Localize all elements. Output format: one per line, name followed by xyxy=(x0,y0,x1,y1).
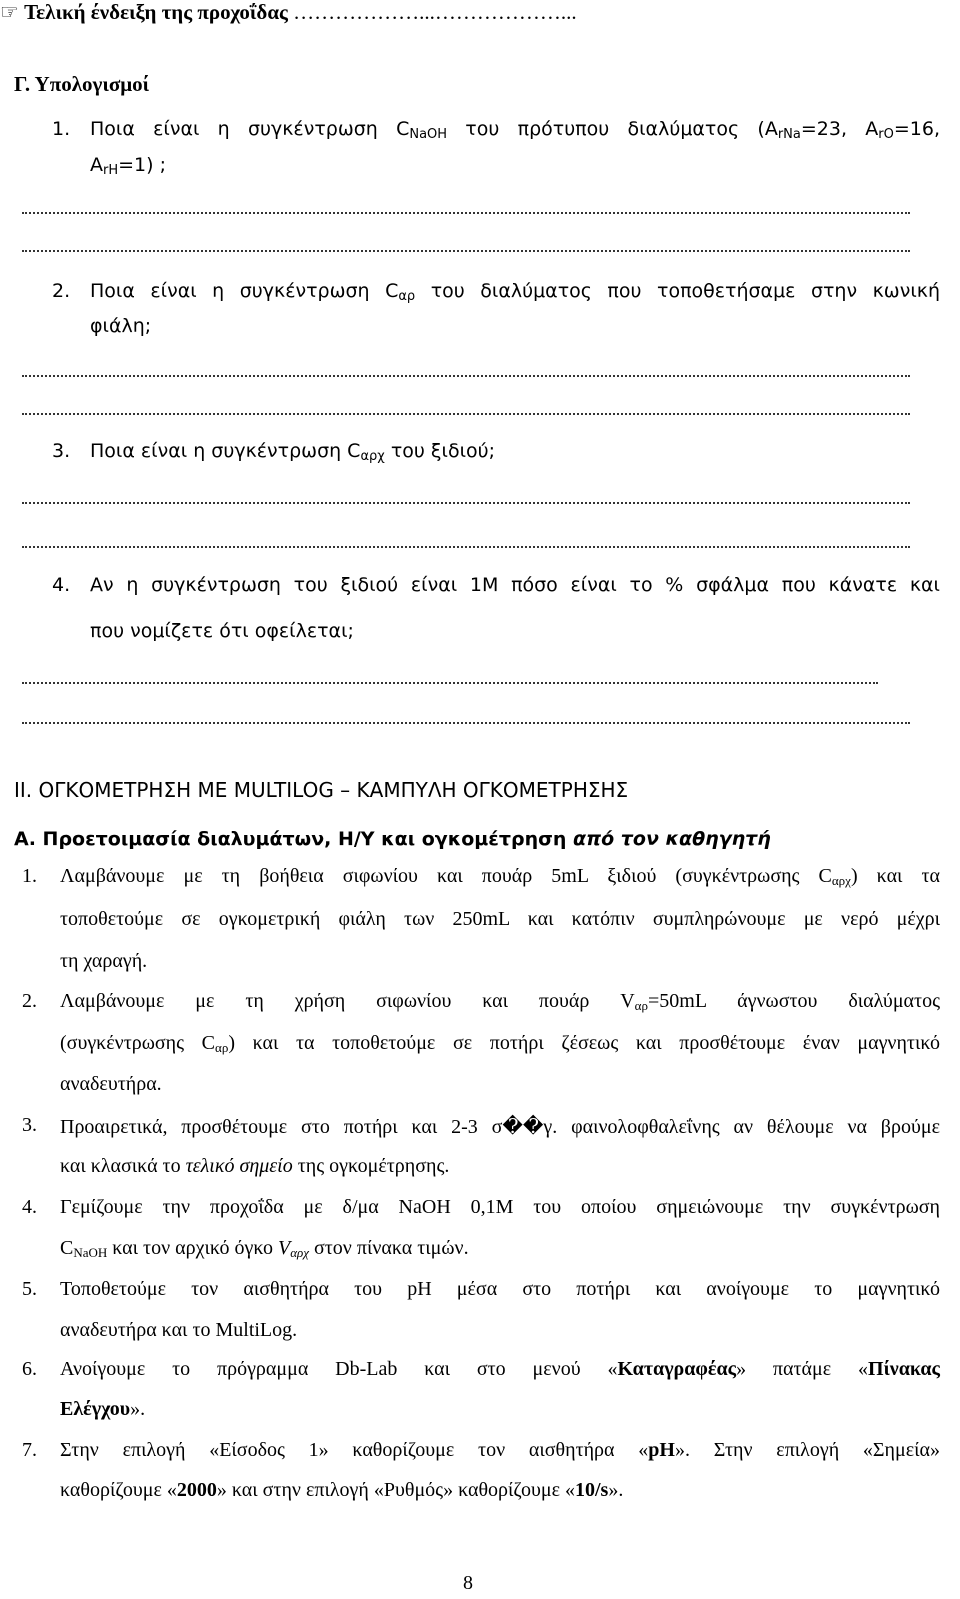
answer-line xyxy=(22,546,910,548)
page-number: 8 xyxy=(463,1572,473,1594)
question-1-text-cont: $A_{rH}=1$) ; xyxy=(90,154,166,178)
step-3-number: 3. xyxy=(22,1114,37,1136)
step-6-number: 6. xyxy=(22,1358,37,1380)
step-6-line-1: Ανοίγουμε το πρόγραμμα Db-Lab και στο μενού «Καταγραφέας» πατάμε «Πίνακας xyxy=(60,1358,940,1380)
step-3-line-2: και κλασικά το τελικό σημείο της ογκομέτρησης. xyxy=(60,1155,450,1177)
final-reading-title: Τελική ένδειξη της προχοΐδας xyxy=(24,0,288,24)
answer-line xyxy=(22,722,910,724)
question-4-text-cont: που νομίζετε ότι οφείλεται; xyxy=(90,620,354,642)
step-1-line-1: Λαμβάνουμε με τη βοήθεια σιφωνίου και πουάρ 5mL ξιδιού (συγκέντρωσης $C_{\alpha\rho\chi}$) και τα xyxy=(60,865,940,888)
question-1-number: 1. xyxy=(52,118,71,140)
step-1-line-2: τοποθετούμε σε ογκομετρική φιάλη των 250mL και κατόπιν συμπληρώνουμε με νερό μέχρι xyxy=(60,908,940,930)
step-2-line-3: αναδευτήρα. xyxy=(60,1073,162,1095)
answer-line xyxy=(22,212,910,214)
step-7-number: 7. xyxy=(22,1439,37,1461)
question-2-text-cont: φιάλη; xyxy=(90,315,152,337)
answer-line xyxy=(22,413,910,415)
step-7-line-2: καθορίζουμε «2000» και στην επιλογή «Ρυθμός» καθορίζουμε «10/s». xyxy=(60,1479,624,1501)
question-4-number: 4. xyxy=(52,574,71,596)
step-4-line-1: Γεμίζουμε την προχοΐδα με δ/μα NaOH 0,1M του οποίου σημειώνουμε την συγκέντρωση xyxy=(60,1196,940,1218)
final-reading-dots: ………………...………………... xyxy=(293,0,577,24)
question-3-text: Ποια είναι η συγκέντρωση $C_{\alpha\rho\chi}$ του ξιδιού; xyxy=(90,440,496,464)
step-5-line-1: Τοποθετούμε τον αισθητήρα του pH μέσα στο ποτήρι και ανοίγουμε το μαγνητικό xyxy=(60,1278,940,1300)
step-1-line-3: τη χαραγή. xyxy=(60,950,148,972)
step-1-number: 1. xyxy=(22,865,37,887)
step-2-number: 2. xyxy=(22,990,37,1012)
answer-line xyxy=(22,375,910,377)
step-4-number: 4. xyxy=(22,1196,37,1218)
step-6-line-2: Ελέγχου». xyxy=(60,1398,146,1420)
final-reading-line xyxy=(0,0,577,25)
step-4-line-2: $C_{NaOH}$ και τον αρχικό όγκο $V_{\alpha\rho\chi}$ στον πίνακα τιμών. xyxy=(60,1237,469,1260)
section-title-titration: ΙΙ. ΟΓΚΟΜΕΤΡΗΣΗ ΜΕ MULTILOG – ΚΑΜΠΥΛΗ ΟΓΚΟΜΕΤΡΗΣΗΣ xyxy=(14,778,629,802)
subsection-a-title: Α. Προετοιμασία διαλυμάτων, Η/Υ και ογκομέτρηση από τον καθηγητή xyxy=(14,828,771,850)
question-2-text: Ποια είναι η συγκέντρωση $C_{\alpha\rho}$ του διαλύματος που τοποθετήσαμε στην κωνική xyxy=(90,280,940,304)
question-1-text: Ποια είναι η συγκέντρωση $C_{NaOH}$ του πρότυπου διαλύματος ($A_{rNa}=23$, $A_{rO}=16$, xyxy=(90,118,940,142)
step-3-line-1: Προαιρετικά, προσθέτουμε στο ποτήρι και 2-3 σ��γ. φαινολοφθαλεΐνης αν θέλουμε να βρούμε xyxy=(60,1116,940,1138)
step-2-line-2: (συγκέντρωσης $C_{\alpha\rho}$) και τα τοποθετούμε σε ποτήρι ζέσεως και προσθέτουμε έναν μαγνητικό xyxy=(60,1032,940,1055)
answer-line xyxy=(22,250,910,252)
pointing-hand-icon: ☞ xyxy=(0,0,19,24)
answer-line xyxy=(22,682,878,684)
section-title-calculations: Γ. Υπολογισμοί xyxy=(14,72,150,96)
step-5-number: 5. xyxy=(22,1278,37,1300)
step-2-line-1: Λαμβάνουμε με τη χρήση σιφωνίου και πουάρ $V_{\alpha\rho}=50mL$ άγνωστου διαλύματος xyxy=(60,990,940,1013)
question-4-text: Αν η συγκέντρωση του ξιδιού είναι 1Μ πόσο είναι το % σφάλμα που κάνατε και xyxy=(90,574,940,596)
question-3-number: 3. xyxy=(52,440,71,462)
step-7-line-1: Στην επιλογή «Είσοδος 1» καθορίζουμε τον αισθητήρα «pH». Στην επιλογή «Σημεία» xyxy=(60,1439,940,1461)
step-5-line-2: αναδευτήρα και το MultiLog. xyxy=(60,1319,298,1341)
answer-line xyxy=(22,502,910,504)
question-2-number: 2. xyxy=(52,280,71,302)
